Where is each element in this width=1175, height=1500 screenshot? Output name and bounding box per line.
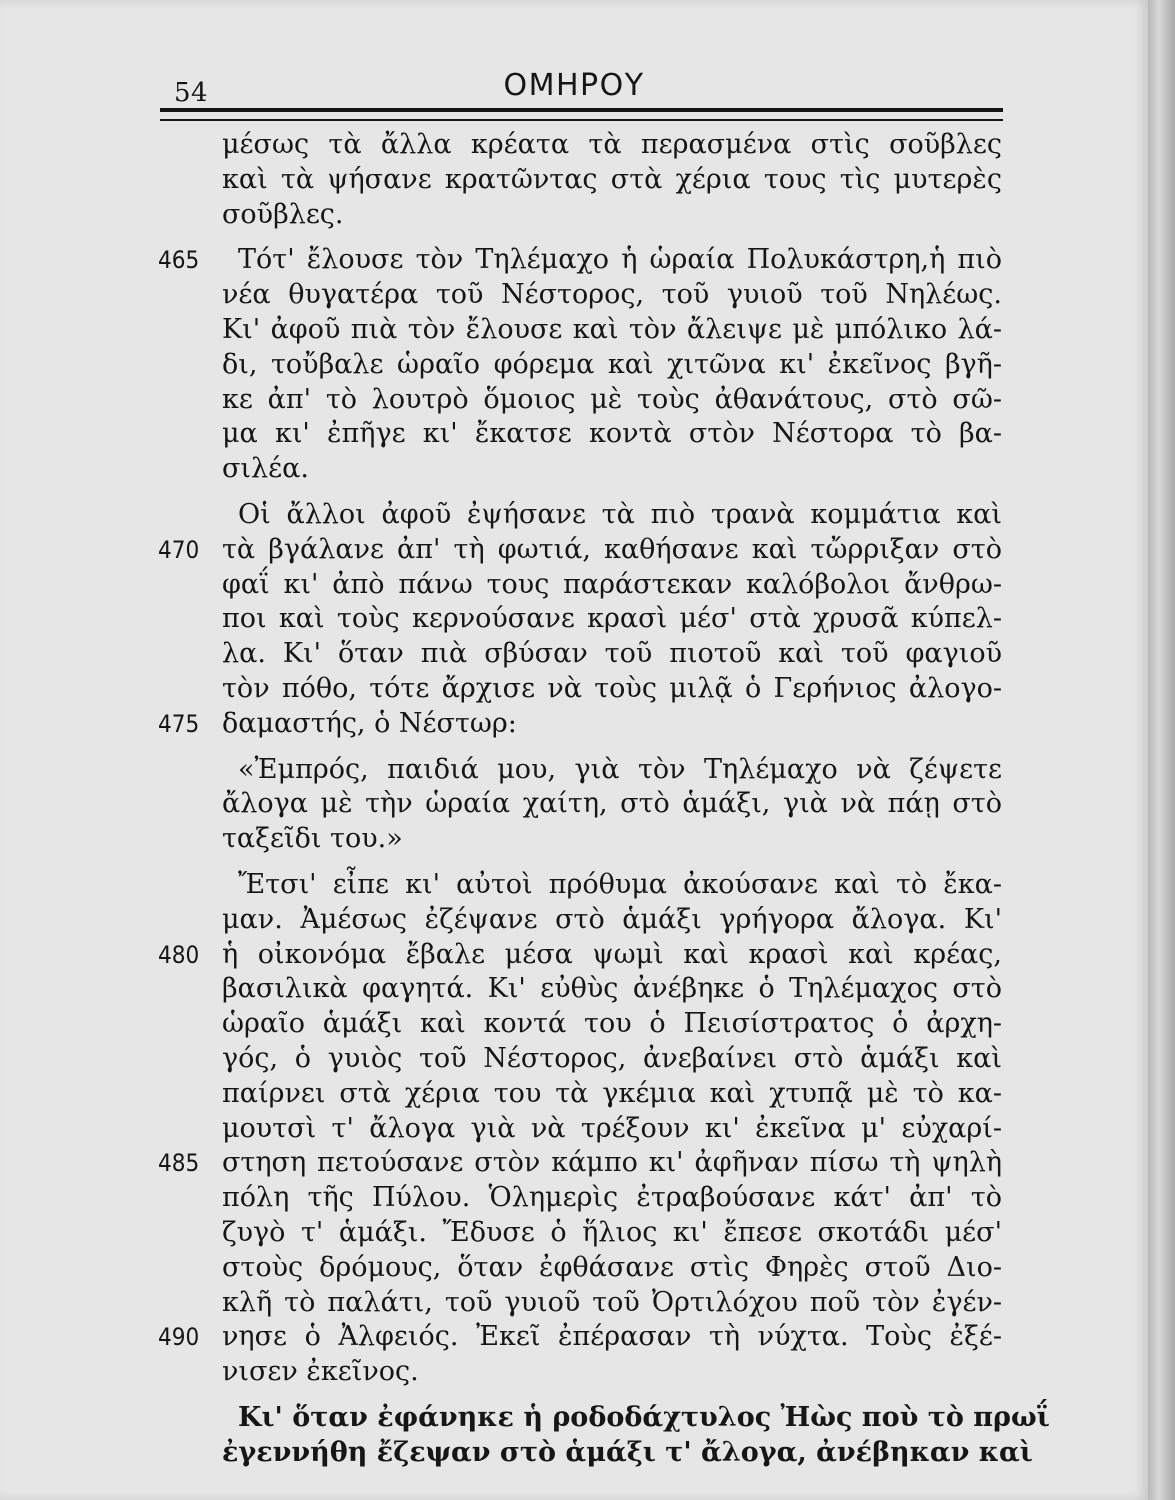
line-text: μέσως τὰ ἄλλα κρέατα τὰ περασμένα στὶς σοῦβλες — [222, 129, 1002, 160]
text-line — [222, 1077, 1002, 1112]
text-line — [222, 822, 1002, 857]
page-number: 54 — [174, 78, 209, 108]
line-text: ταξεῖδι του.» — [222, 823, 403, 855]
text-line — [158, 1146, 1002, 1181]
running-head: ΟΜΗΡΟΥ — [503, 68, 645, 103]
line-text: ἐγεννήθη ἔζεψαν στὸ ἁμάξι τ' ἄλογα, ἀνέβηκαν καὶ — [222, 1436, 1033, 1468]
line-text: Κι' ὅταν ἐφάνηκε ἡ ροδοδάχτυλος Ἠὼς ποὺ τὸ πρωΐ — [238, 1401, 1050, 1433]
line-text: Κι' ἀφοῦ πιὰ τὸν ἔλουσε καὶ τὸν ἄλειψε μὲ μπόλικο λά- — [222, 313, 1002, 345]
line-text: σιλέα. — [222, 453, 309, 485]
line-text: ποι καὶ τοὺς κερνούσανε κρασὶ μέσ' στὰ χρυσᾶ κύπελ- — [222, 603, 1002, 635]
text-line — [222, 1007, 1002, 1042]
text-line — [222, 1112, 1002, 1147]
line-text: νησε ὁ Ἀλφειός. Ἐκεῖ ἐπέρασαν τὴ νύχτα. Τοὺς ἐξέ- — [222, 1321, 1002, 1353]
text-line — [222, 903, 1002, 938]
text-line — [222, 972, 1002, 1007]
text-line — [222, 1181, 1002, 1216]
line-number: 480 — [158, 940, 200, 969]
text-line — [158, 243, 1002, 278]
text-line — [158, 707, 1002, 742]
text-line — [222, 498, 1002, 533]
text-line — [222, 1401, 1050, 1436]
text-line — [222, 868, 1002, 903]
line-number: 475 — [158, 709, 200, 738]
text-line — [222, 278, 1002, 313]
line-text: καὶ τὰ ψήσανε κρατῶντας στὰ χέρια τους τὶς μυτερὲς — [222, 163, 1002, 195]
line-text: φαΐ κι' ἀπὸ πάνω τους παράστεκαν καλόβολοι ἄνθρω- — [222, 568, 1002, 600]
line-text: Τότ' ἔλουσε τὸν Τηλέμαχο ἡ ὡραία Πολυκάστρη,ἡ πιὸ — [238, 244, 1002, 276]
text-line — [222, 198, 1002, 233]
text-line — [222, 637, 1002, 672]
line-text: γός, ὁ γυιὸς τοῦ Νέστορος, ἀνεβαίνει στὸ ἁμάξι καὶ — [222, 1042, 1002, 1074]
text-line — [222, 452, 1002, 487]
line-text: στηση πετούσανε στὸν κάμπο κι' ἀφῆναν πίσω τὴ ψηλὴ — [222, 1147, 1002, 1179]
line-text: σοῦβλες. — [222, 198, 344, 230]
text-line — [158, 938, 1002, 973]
line-number: 465 — [158, 246, 200, 275]
text-line — [222, 1355, 1002, 1390]
text-line — [222, 568, 1002, 603]
line-text: κε ἀπ' τὸ λουτρὸ ὅμοιος μὲ τοὺς ἀθανάτους, στὸ σῶ- — [222, 383, 1002, 415]
line-text: «Ἐμπρός, παιδιά μου, γιὰ τὸν Τηλέμαχο νὰ ζέψετε — [238, 753, 1002, 785]
text-line — [222, 1251, 1002, 1286]
line-text: στοὺς δρόμους, ὅταν ἐφθάσανε στὶς Φηρὲς στοῦ Διο- — [222, 1251, 1002, 1283]
line-text: πόλη τῆς Πύλου. Ὁλημερὶς ἐτραβούσανε κάτ' ἀπ' τὸ — [222, 1182, 1002, 1214]
text-line — [222, 1436, 1033, 1471]
line-text: δι, τοὔβαλε ὡραῖο φόρεμα καὶ χιτῶνα κι' ἐκεῖνος βγῆ- — [222, 348, 1002, 380]
line-text: μουτσὶ τ' ἄλογα γιὰ νὰ τρέξουν κι' ἐκεῖνα μ' εὐχαρί- — [222, 1112, 1002, 1144]
line-text: μα κι' ἐπῆγε κι' ἔκατσε κοντὰ στὸν Νέστορα τὸ βα- — [222, 418, 1002, 450]
line-text: ζυγὸ τ' ἁμάξι. Ἔδυσε ὁ ἥλιος κι' ἔπεσε σκοτάδι μέσ' — [222, 1216, 1002, 1248]
line-text: τὰ βγάλανε ἀπ' τὴ φωτιά, καθήσανε καὶ τὤρριξαν στὸ — [222, 533, 1002, 565]
paragraph — [222, 128, 1002, 232]
text-line — [158, 533, 1002, 568]
text-line — [222, 672, 1002, 707]
text-line — [222, 417, 1002, 452]
line-text: μαν. Ἀμέσως ἐζέψανε στὸ ἁμάξι γρήγορα ἄλογα. Κι' — [222, 903, 1002, 935]
text-line — [158, 1320, 1002, 1355]
line-text: Ἔτσι' εἶπε κι' αὐτοὶ πρόθυμα ἀκούσανε καὶ τὸ ἔκα- — [238, 868, 1002, 900]
paragraph — [158, 243, 1002, 487]
text-line — [222, 1286, 1002, 1321]
line-text: τὸν πόθο, τότε ἄρχισε νὰ τοὺς μιλᾷ ὁ Γερήνιος ἀλογο- — [222, 672, 1002, 704]
paragraph — [158, 498, 1002, 742]
line-text: ὡραῖο ἁμάξι καὶ κοντά του ὁ Πεισίστρατος ὁ ἀρχη- — [222, 1008, 1002, 1040]
line-text: βασιλικὰ φαγητά. Κι' εὐθὺς ἀνέβηκε ὁ Τηλέμαχος στὸ — [222, 973, 1002, 1005]
text-line — [222, 753, 1002, 788]
line-number: 490 — [158, 1323, 200, 1352]
text-line — [222, 602, 1002, 637]
line-text: ἄλογα μὲ τὴν ὡραία χαίτη, στὸ ἁμάξι, γιὰ νὰ πάῃ στὸ — [222, 788, 1002, 820]
line-text: παίρνει στὰ χέρια του τὰ γκέμια καὶ χτυπᾷ μὲ τὸ κα- — [222, 1077, 1002, 1109]
paragraph — [222, 1401, 1050, 1471]
line-text: Οἱ ἄλλοι ἀφοῦ ἐψήσανε τὰ πιὸ τρανὰ κομμάτια καὶ — [238, 498, 1002, 530]
header-rule-thin — [160, 119, 1003, 121]
text-line — [222, 348, 1002, 383]
body-text — [158, 128, 1050, 1470]
line-number: 470 — [158, 535, 200, 564]
text-line — [222, 787, 1002, 822]
line-text: κλῆ τὸ παλάτι, τοῦ γυιοῦ τοῦ Ὀρτιλόχου ποῦ τὸν ἐγέν- — [222, 1286, 1002, 1318]
paragraph — [222, 753, 1002, 857]
header-rule-thick — [160, 108, 1003, 112]
line-text: δαμαστής, ὁ Νέστωρ: — [222, 707, 517, 739]
line-text: νισεν ἐκεῖνος. — [222, 1356, 419, 1388]
paragraph — [158, 868, 1002, 1390]
line-text: λα. Κι' ὅταν πιὰ σβύσαν τοῦ πιοτοῦ καὶ τοῦ φαγιοῦ — [222, 638, 1002, 670]
text-line — [222, 1216, 1002, 1251]
text-line — [222, 163, 1002, 198]
page-edge — [1148, 0, 1175, 1500]
text-line — [222, 313, 1002, 348]
line-text: ἡ οἰκονόμα ἔβαλε μέσα ψωμὶ καὶ κρασὶ καὶ κρέας, — [222, 938, 1002, 970]
text-line — [222, 128, 1002, 163]
line-text: νέα θυγατέρα τοῦ Νέστορος, τοῦ γυιοῦ τοῦ Νηλέως. — [222, 279, 1002, 311]
line-number: 485 — [158, 1149, 200, 1178]
text-line — [222, 1042, 1002, 1077]
text-line — [222, 383, 1002, 418]
